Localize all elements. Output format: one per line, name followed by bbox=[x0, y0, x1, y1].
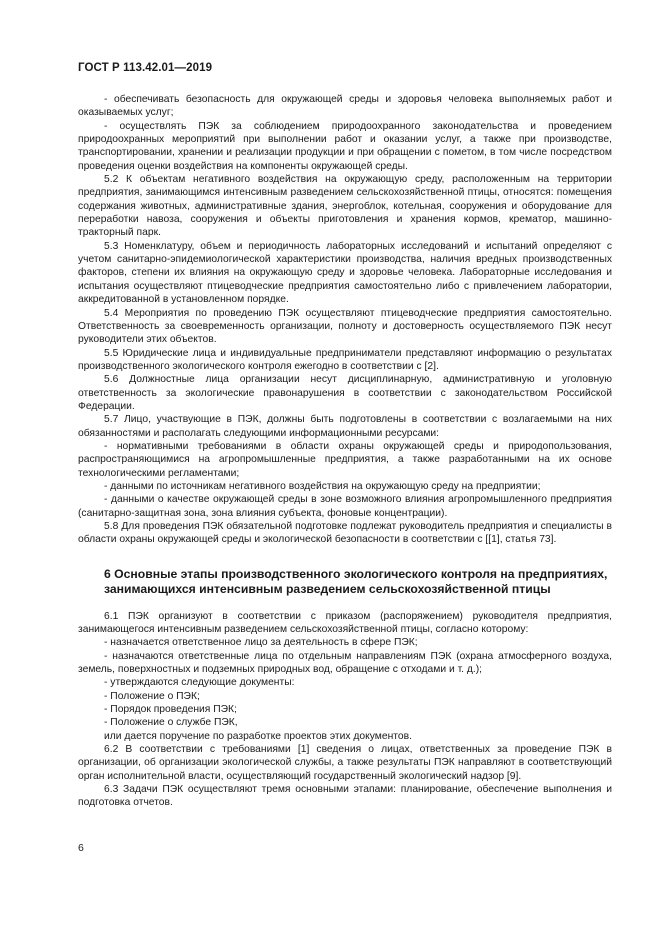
paragraph: - назначается ответственное лицо за деятельность в сфере ПЭК; bbox=[104, 637, 418, 649]
paragraph: - данными по источникам негативного воздействия на окружающую среду на предприятии; bbox=[104, 480, 541, 492]
paragraph: - назначаются ответственные лица по отдельным направлениям ПЭК (охрана атмосферного воздуха, земель, поверхностных и подземных природных вод, обращение с отходами и т. д.); bbox=[78, 650, 612, 675]
paragraph: 5.5 Юридические лица и индивидуальные предприниматели представляют информацию о результатах производственного экологического контроля ежегодно в соответствии с [2]. bbox=[78, 347, 612, 372]
section-title: 6 Основные этапы производственного экологического контроля на предприятиях, занимающихся интенсивным разведением сельскохозяйственной птицы bbox=[104, 566, 608, 597]
paragraph: - данными о качестве окружающей среды в зоне возможного влияния агропромышленного предприятия (санитарно-защитная зона, зона влияния субъекта, фоновые концентрации). bbox=[78, 494, 612, 519]
page-number: 6 bbox=[78, 842, 84, 854]
paragraph: 6.3 Задачи ПЭК осуществляют тремя основными этапами: планирование, обеспечение выполнения и подготовка отчетов. bbox=[78, 783, 612, 809]
paragraph: - обеспечивать безопасность для окружающей среды и здоровья человека выполняемых работ и оказываемых услуг; bbox=[78, 94, 612, 119]
paragraph: или дается поручение по разработке проектов этих документов. bbox=[104, 730, 412, 742]
document-header: ГОСТ Р 113.42.01—2019 bbox=[78, 62, 213, 74]
paragraph: - Положение о службе ПЭК, bbox=[104, 717, 238, 729]
paragraph: - осуществлять ПЭК за соблюдением природоохранного законодательства и проведением природоохранных мероприятий при выполнении работ и оказании услуг, а также при производстве, транспортировании, хранении и реализации продукции и при обращении с пометом, в том числе посредством проведения оценки воздействия на компоненты окружающей среды. bbox=[78, 120, 612, 172]
paragraph: - утверждаются следующие документы: bbox=[104, 677, 295, 689]
paragraph: 5.4 Мероприятия по проведению ПЭК осуществляют птицеводческие предприятия самостоятельно. Ответственность за своевременность организации, полноту и достоверность осуществляемого ПЭК несут руководители этих объектов. bbox=[78, 307, 612, 346]
paragraph: 5.3 Номенклатуру, объем и периодичность лабораторных исследований и испытаний определяют с учетом санитарно-эпидемиологической характеристики производства, наличия вредных производственных факторов, степени их влияния на окружающую среду и здоровье человека. Лабораторные исследования и испытания осуществляют птицеводческие предприятия самостоятельно либо с привлечением лаборатории, аккредитованной в установленном порядке. bbox=[78, 240, 612, 306]
paragraph: - Порядок проведения ПЭК; bbox=[104, 703, 237, 715]
paragraph: 6.2 В соответствии с требованиями [1] сведения о лицах, ответственных за проведение ПЭК в организации, об организации экологической службы, а также результаты ПЭК направляют в соответствующий орган исполнительной власти, осуществляющий государственный экологический надзор [9]. bbox=[78, 743, 612, 782]
paragraph: 5.8 Для проведения ПЭК обязательной подготовке подлежат руководитель предприятия и специалисты в области охраны окружающей среды и экологической безопасности в соответствии с [[1], статья 73]. bbox=[78, 521, 612, 546]
paragraph: - нормативными требованиями в области охраны окружающей среды и природопользования, распространяющимися на агропромышленные предприятия, а также разработанными на их основе технологическими регламентами; bbox=[78, 440, 612, 479]
document-body bbox=[78, 93, 612, 810]
paragraph: 5.2 К объектам негативного воздействия на окружающую среду, расположенным на территории предприятия, занимающимся интенсивным разведением сельскохозяйственной птицы, относятся: помещения содержания животных, административные здания, энергоблок, котельная, сооружения и оборудование для переработки навоза, сооружения и объекты приготовления и хранения кормов, крематор, машинно-тракторный парк. bbox=[78, 174, 612, 239]
paragraph: 6.1 ПЭК организуют в соответствии с приказом (распоряжением) руководителя предприятия, занимающегося интенсивным разведением сельскохозяйственной птицы, согласно которому: bbox=[78, 610, 612, 635]
paragraph: - Положение о ПЭК; bbox=[104, 690, 200, 702]
paragraph: 5.7 Лицо, участвующие в ПЭК, должны быть подготовлены в соответствии с возлагаемыми на них обязанностями и располагать следующими информационными ресурсами: bbox=[78, 414, 612, 439]
paragraph: 5.6 Должностные лица организации несут дисциплинарную, административную и уголовную ответственность за экологические правонарушения в соответствии с законодательством Российской Федерации. bbox=[78, 374, 612, 412]
